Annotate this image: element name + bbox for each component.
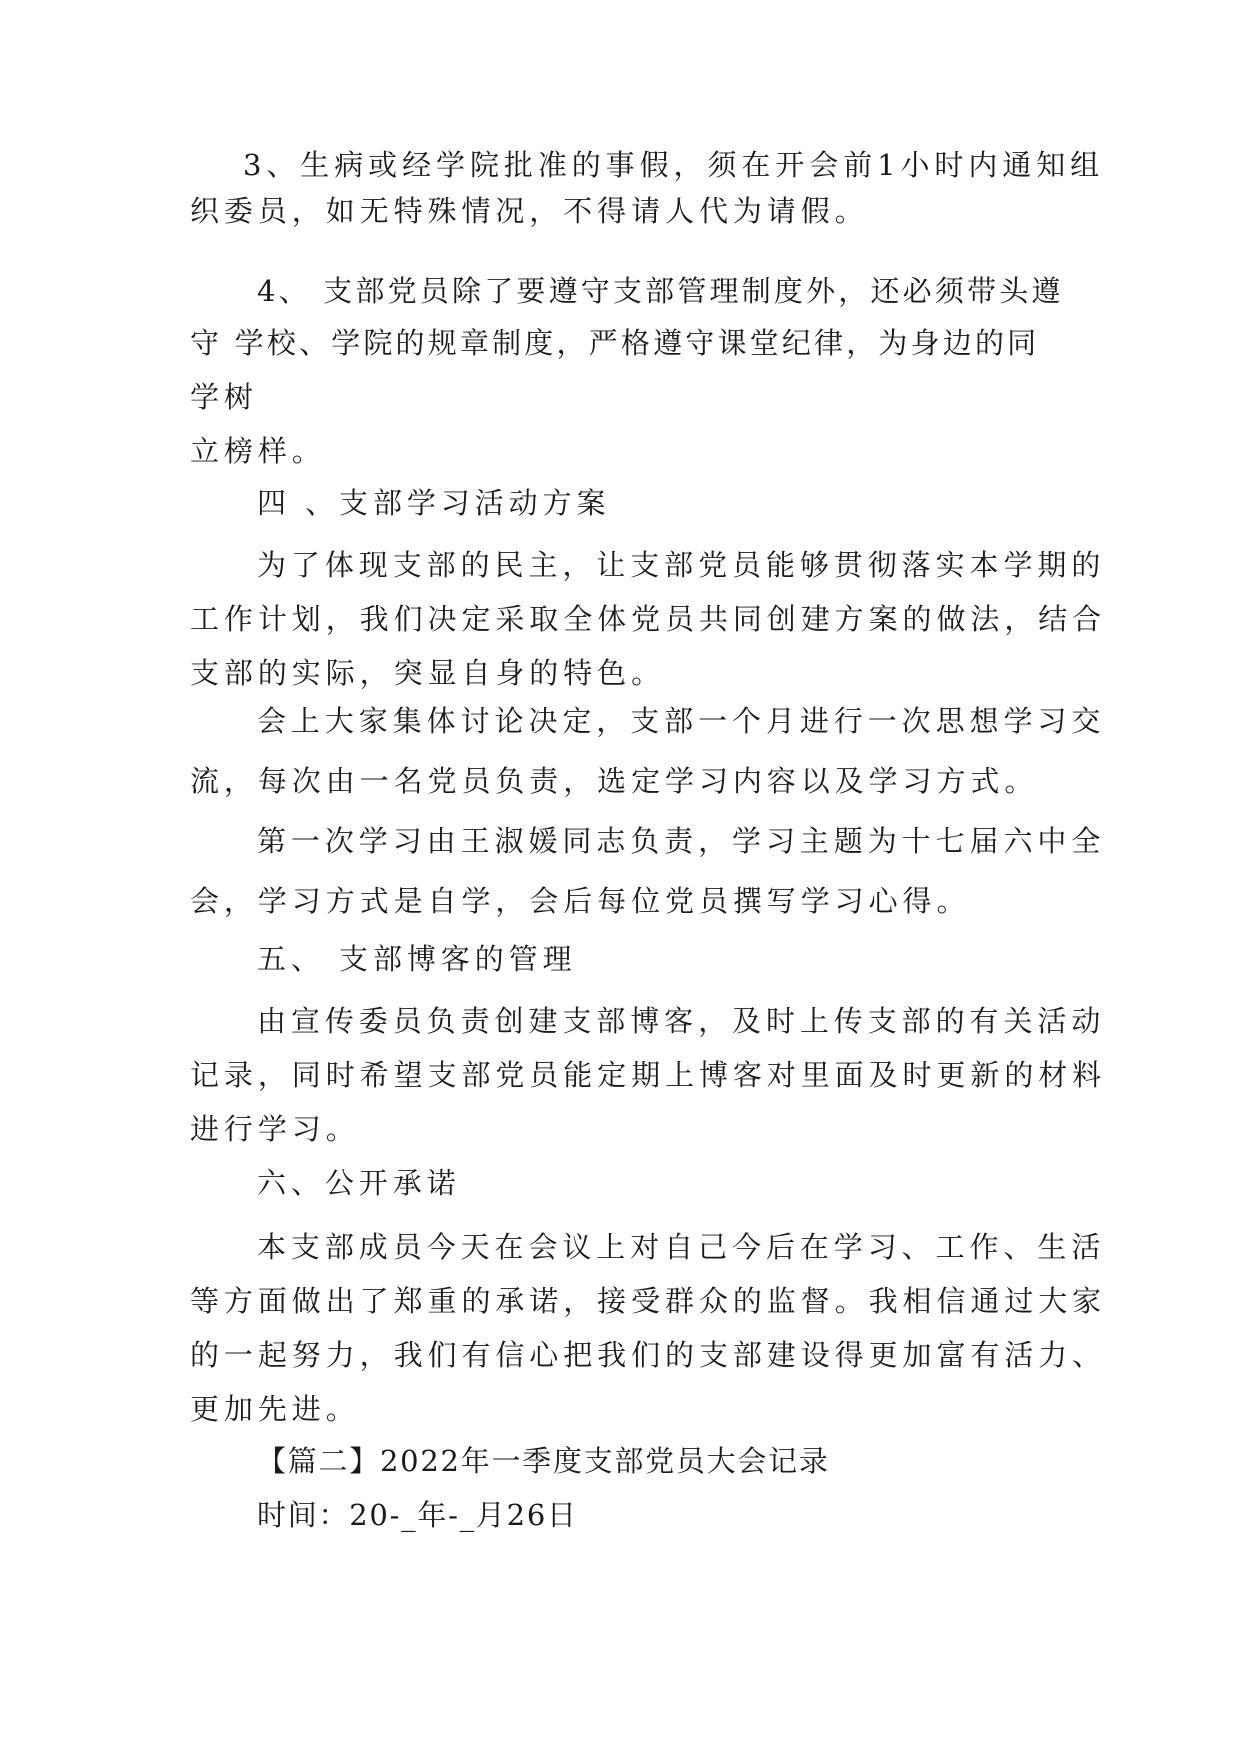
paragraph-line: 由宣传委员负责创建支部博客，及时上传支部的有关活动 xyxy=(257,1004,1106,1038)
paragraph-line: 会上大家集体讨论决定，支部一个月进行一次思想学习交 xyxy=(257,704,1106,738)
section-heading: 六、公开承诺 xyxy=(257,1166,461,1200)
meeting-time: 时间：20-_年-_月26日 xyxy=(257,1498,578,1532)
paragraph-line: 更加先进。 xyxy=(190,1392,360,1426)
paragraph-line: 4、 支部党员除了要遵守支部管理制度外，还必须带头遵 xyxy=(257,274,1064,308)
section-heading: 四 、支部学习活动方案 xyxy=(257,486,611,520)
paragraph-line: 为了体现支部的民主，让支部党员能够贯彻落实本学期的 xyxy=(257,548,1106,582)
paragraph-line: 工作计划，我们决定采取全体党员共同创建方案的做法，结合 xyxy=(190,602,1107,636)
paragraph-line: 学树 xyxy=(190,380,258,414)
article-title: 【篇二】2022年一季度支部党员大会记录 xyxy=(257,1444,830,1478)
paragraph-line: 会，学习方式是自学，会后每位党员撰写学习心得。 xyxy=(190,884,971,918)
paragraph-line: 的一起努力，我们有信心把我们的支部建设得更加富有活力、 xyxy=(190,1338,1107,1372)
paragraph-line: 第一次学习由王淑媛同志负责，学习主题为十七届六中全 xyxy=(257,824,1106,858)
paragraph-line: 本支部成员今天在会议上对自己今后在学习、工作、生活 xyxy=(257,1230,1106,1264)
paragraph-line: 支部的实际，突显自身的特色。 xyxy=(190,656,666,690)
paragraph-line: 守 学校、学院的规章制度，严格遵守课堂纪律，为身边的同 xyxy=(190,326,1040,360)
paragraph-line: 记录，同时希望支部党员能定期上博客对里面及时更新的材料 xyxy=(190,1058,1107,1092)
paragraph-line: 织委员，如无特殊情况，不得请人代为请假。 xyxy=(190,194,869,228)
section-heading: 五、 支部博客的管理 xyxy=(257,942,577,976)
paragraph-line: 等方面做出了郑重的承诺，接受群众的监督。我相信通过大家 xyxy=(190,1284,1107,1318)
paragraph-line: 立榜样。 xyxy=(190,434,326,468)
paragraph-line: 进行学习。 xyxy=(190,1112,360,1146)
paragraph-line: 流，每次由一名党员负责，选定学习内容以及学习方式。 xyxy=(190,764,1039,798)
paragraph-line: 3、生病或经学院批准的事假，须在开会前1小时内通知组 xyxy=(243,148,1105,182)
